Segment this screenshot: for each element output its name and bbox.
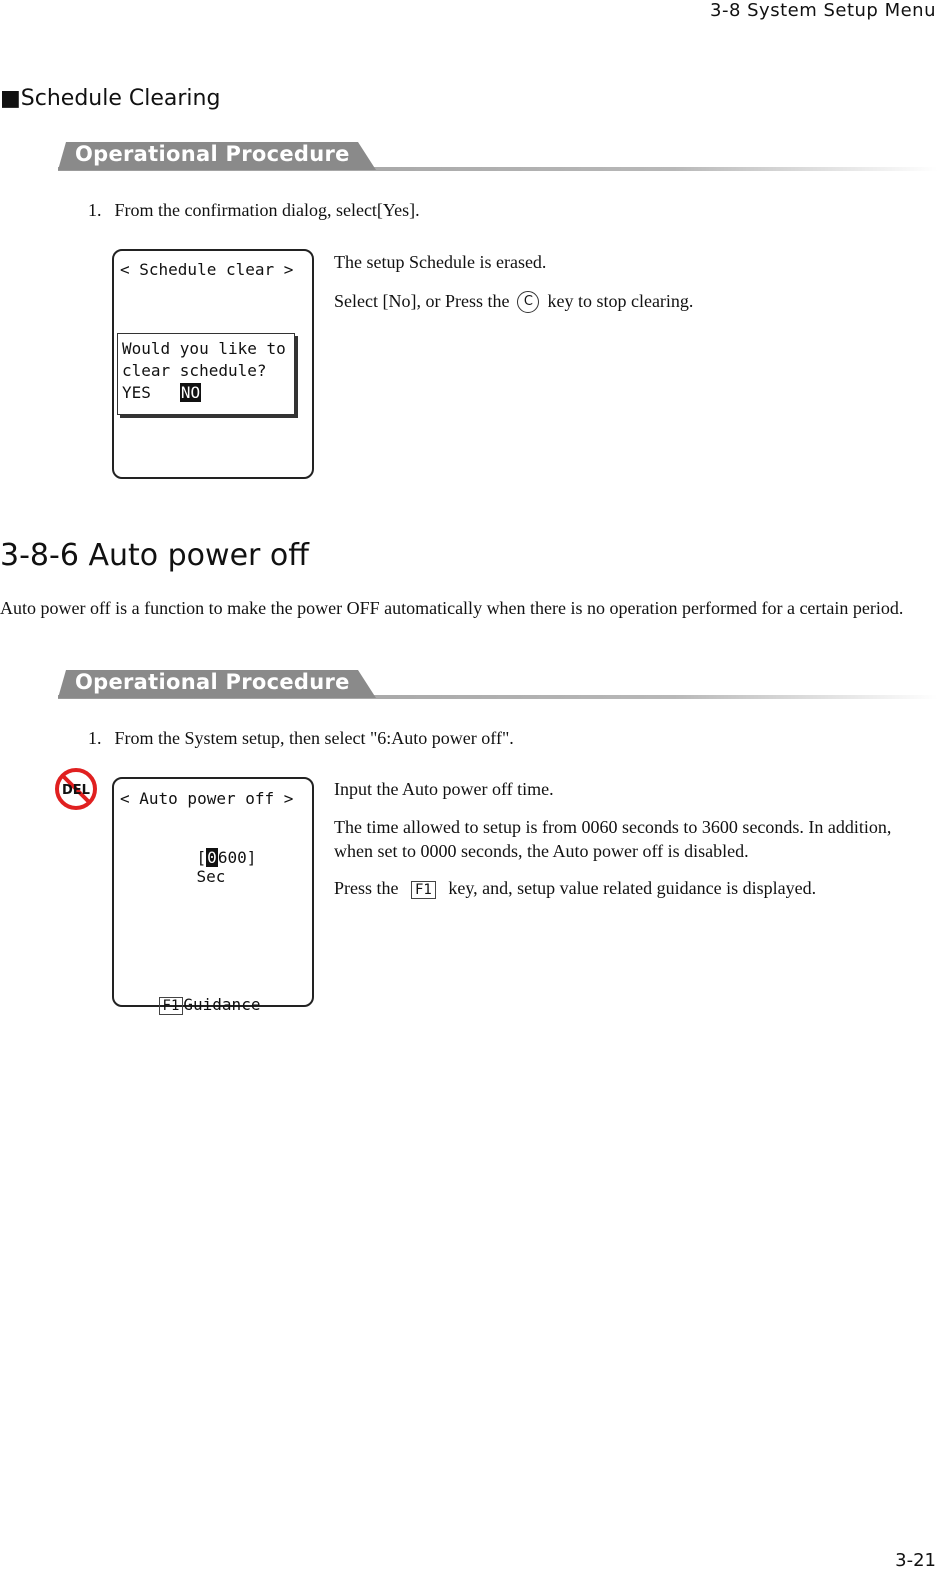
dialog-options (122, 382, 290, 404)
desc2-prefix: Select [No], or Press the (334, 291, 510, 311)
clear-key-icon: C (517, 291, 539, 313)
step-1-auto-power (88, 728, 514, 749)
banner-label-2: Operational Procedure (75, 670, 350, 694)
auto-desc-1: Input the Auto power off time. (334, 779, 554, 799)
auto-desc-3 (334, 876, 816, 900)
desc3-prefix: Press the (334, 878, 399, 898)
step-1 (88, 200, 420, 221)
operational-procedure-banner (58, 140, 938, 172)
schedule-clearing-heading: ■Schedule Clearing (0, 86, 221, 111)
dialog-line-2: clear schedule? (122, 361, 267, 380)
f1-guidance-label: Guidance (183, 995, 261, 1014)
value-bracket-open: [ (196, 848, 207, 867)
confirmation-dialog (117, 333, 295, 415)
desc2-suffix: key to stop clearing. (547, 291, 694, 311)
f1-key-icon: F1 (159, 997, 184, 1015)
banner-label: Operational Procedure (75, 142, 350, 166)
screen-title: < Auto power off > (120, 789, 294, 808)
section-title: 3-8-6 Auto power off (0, 538, 309, 573)
option-no[interactable]: NO (180, 383, 201, 402)
device-screen-auto-power-off (112, 777, 314, 1014)
step-text: From the System setup, then select "6:Auto power off". (114, 728, 514, 748)
auto-desc-2: The time allowed to setup is from 0060 seconds to 3600 seconds. In addition, when set to 0000 seconds, the Auto power off is disabled. (334, 817, 892, 861)
schedule-desc-2 (334, 289, 693, 313)
time-value-field[interactable] (158, 829, 256, 905)
del-icon-text: DEL (62, 783, 90, 798)
dialog-line-1: Would you like to (122, 339, 286, 358)
auto-power-off-intro: Auto power off is a function to make the power OFF automatically when there is no operation performed for a certain period. (0, 598, 904, 618)
step-number: 1. (88, 728, 102, 748)
step-number: 1. (88, 200, 102, 220)
value-rest: 600] (217, 848, 257, 867)
value-cursor: 0 (207, 848, 217, 867)
step-text: From the confirmation dialog, select[Yes]. (114, 200, 420, 220)
option-yes[interactable]: YES (122, 383, 151, 402)
page-number: 3-21 (895, 1550, 936, 1571)
header-section-label: 3-8 System Setup Menu (710, 0, 936, 21)
del-disabled-icon (53, 766, 99, 817)
screen-title: < Schedule clear > (120, 260, 294, 279)
schedule-desc-1: The setup Schedule is erased. (334, 252, 547, 272)
value-unit: Sec (196, 867, 226, 886)
f1-key-icon-inline: F1 (411, 881, 436, 899)
device-screen-schedule-clear (112, 249, 314, 479)
operational-procedure-banner-2 (58, 668, 938, 700)
f1-guidance[interactable] (120, 976, 260, 1034)
desc3-suffix: key, and, setup value related guidance is displayed. (448, 878, 817, 898)
